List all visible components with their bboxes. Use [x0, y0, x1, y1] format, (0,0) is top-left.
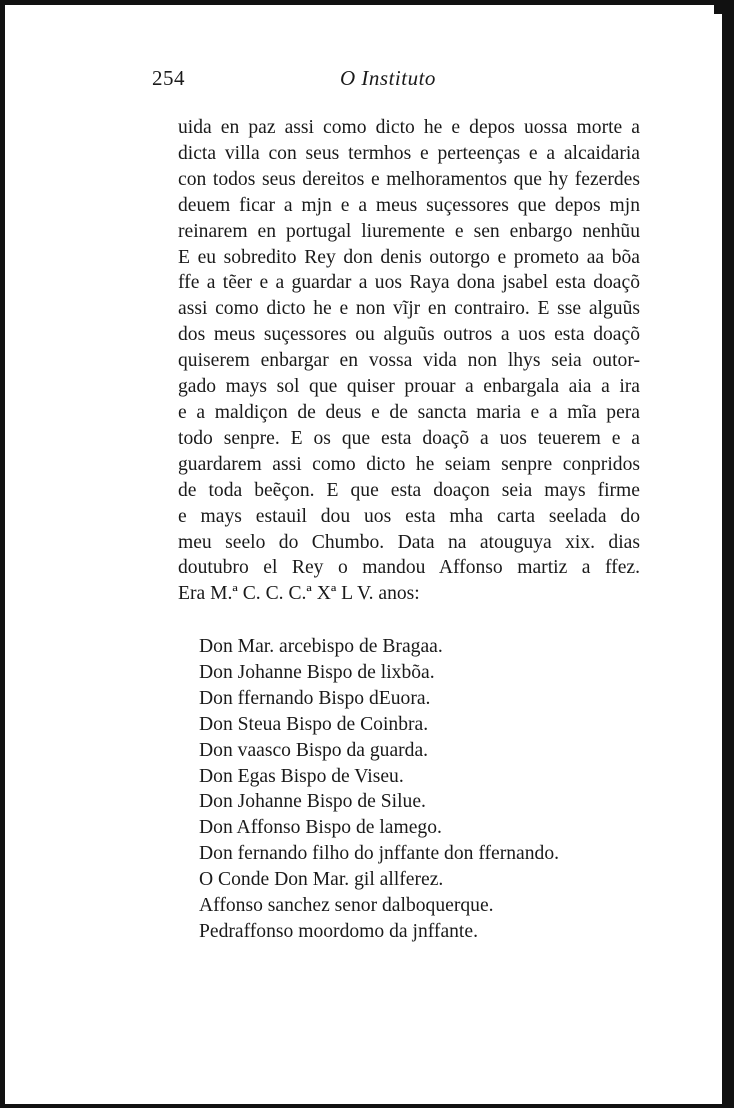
body-line: deuem ficar a mjn e a meus suçessores que depos mjn — [178, 194, 640, 216]
body-line: reinarem en portugal liuremente e sen enbargo nenhũu — [178, 220, 640, 242]
page-number: 254 — [152, 66, 185, 90]
scan-border-left — [0, 0, 5, 1108]
witness-entry: Don Johanne Bispo de Silue. — [199, 791, 426, 813]
body-line: meu seelo do Chumbo. Data na atouguya xix. dias — [178, 531, 640, 553]
scan-border-corner — [714, 0, 734, 14]
body-line-last: Era M.ª C. C. C.ª Xª L V. anos: — [178, 583, 420, 605]
witness-entry: Don Egas Bispo de Viseu. — [199, 765, 404, 787]
body-line: con todos seus dereitos e melhoramentos que hy fezerdes — [178, 168, 640, 190]
body-line: todo senpre. E os que esta doaçõ a uos teuerem e a — [178, 427, 640, 449]
body-line: dos meus suçessores ou alguũs outros a uos esta doaçõ — [178, 324, 640, 346]
scan-border-right — [722, 0, 734, 1108]
body-line: e a maldiçon de deus e de sancta maria e a mĩa pera — [178, 401, 640, 423]
witness-entry: Don Mar. arcebispo de Bragaa. — [199, 636, 443, 657]
body-line: ffe a tẽer e a guardar a uos Raya dona jsabel esta doaçõ — [178, 272, 640, 294]
witness-entry: Don ffernando Bispo dEuora. — [199, 687, 431, 709]
witness-list — [199, 634, 619, 945]
scan-border-top — [0, 0, 734, 5]
witness-entry: Don Steua Bispo de Coinbra. — [199, 713, 429, 735]
body-line: doutubro el Rey o mandou Affonso martiz a ffez. — [178, 557, 640, 579]
witness-entry: Don Johanne Bispo de lixbõa. — [199, 661, 435, 683]
body-paragraph — [178, 115, 640, 607]
body-line: de toda beẽçon. E que esta doaçon seia mays firme — [178, 479, 640, 501]
body-line: assi como dicto he e non vĩjr en contrairo. E sse alguũs — [178, 298, 640, 320]
witness-entry: Don fernando filho do jnffante don ffernando. — [199, 843, 560, 865]
witness-entry: Affonso sanchez senor dalboquerque. — [199, 895, 494, 917]
body-line: guardarem assi como dicto he seiam senpre conpridos — [178, 453, 640, 475]
body-line: E eu sobredito Rey don denis outorgo e prometo aa bõa — [178, 246, 640, 268]
body-line: e mays estauil dou uos esta mha carta seelada do — [178, 505, 640, 527]
body-line: gado mays sol que quiser prouar a enbargala aia a ira — [178, 376, 640, 398]
body-line: uida en paz assi como dicto he e depos uossa morte a — [178, 117, 640, 138]
body-line: quiserem enbargar en vossa vida non lhys seia outor- — [178, 350, 640, 372]
witness-entry: Don vaasco Bispo da guarda. — [199, 739, 429, 761]
scan-border-bottom — [0, 1104, 734, 1108]
page-header — [0, 66, 734, 96]
witness-entry: Don Affonso Bispo de lamego. — [199, 817, 442, 839]
witness-entry: O Conde Don Mar. gil allferez. — [199, 869, 444, 891]
witness-entry: Pedraffonso moordomo da jnffante. — [199, 920, 478, 942]
body-line: dicta villa con seus termhos e perteenças e a alcaidaria — [178, 142, 640, 164]
running-title: O Instituto — [340, 66, 436, 90]
